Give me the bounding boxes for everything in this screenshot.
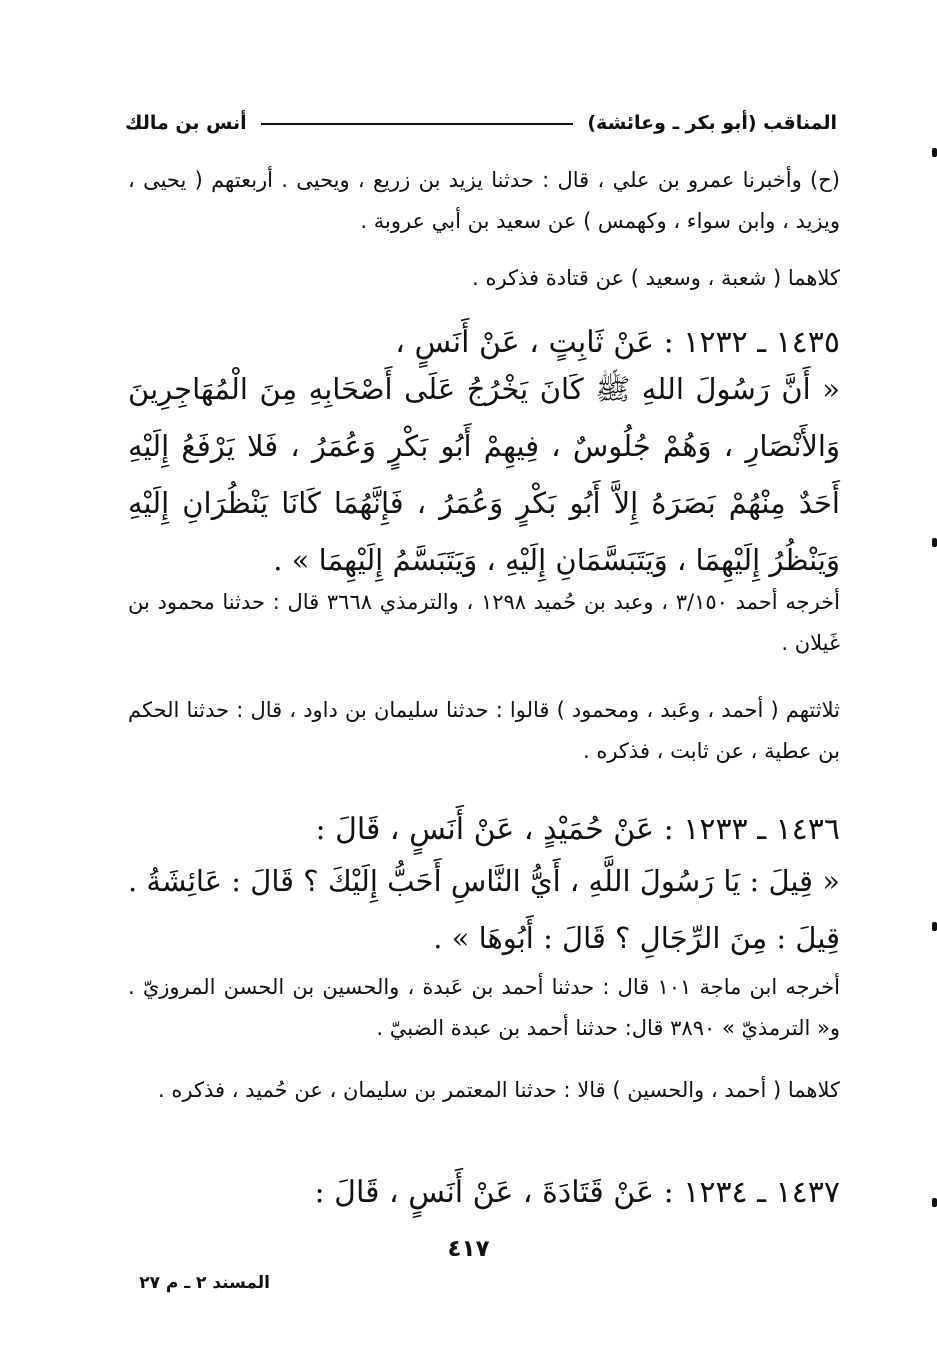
margin-mark <box>932 1198 937 1207</box>
running-header <box>125 98 837 134</box>
narration-paragraph: ثلاثتهم ( أحمد ، وعَبد ، ومحمود ) قالوا : حدثنا سليمان بن داود ، قال : حدثنا الحكم بن عطية ، عن ثابت ، فذكره . <box>128 698 840 763</box>
margin-mark <box>932 922 937 931</box>
page-number: ٤١٧ <box>447 1236 490 1262</box>
hadith-text: « أَنَّ رَسُولَ اللهِ ﷺ كَانَ يَخْرُجُ عَلَى أَصْحَابِهِ مِنَ الْمُهَاجِرِينَ وَالأَنْصَارِ ، وَهُمْ جُلُوسٌ ، فِيهِمْ أَبُو بَكْرٍ وَعُمَرُ ، فَلا يَرْفَعُ إِلَيْهِ أَحَدٌ مِنْهُمْ بَصَرَهُ إِلاَّ أَبُو بَكْرٍ وَعُمَرُ ، فَإِنَّهُمَا كَانَا يَنْظُرَانِ إِلَيْهِ وَيَنْظُرُ إِلَيْهِمَا ، وَيَتَبَسَّمَانِ إِلَيْهِ ، وَيَتَبَسَّمُ إِلَيْهِمَا » . <box>128 372 840 577</box>
narration-paragraph: كلاهما ( شعبة ، وسعيد ) عن قتادة فذكره . <box>472 266 840 290</box>
printer-signature: المسند ٢ ـ م ٢٧ <box>139 1273 270 1293</box>
hadith-number-1435: ١٤٣٥ ـ ١٢٣٢ : عَنْ ثَابِتٍ ، عَنْ أَنَسٍ ، <box>395 325 840 360</box>
header-rule <box>261 123 574 125</box>
header-chapter-title: المناقب (أبو بكر ـ وعائشة) <box>587 112 837 134</box>
narration-paragraph: كلاهما ( أحمد ، والحسين ) قالا : حدثنا المعتمر بن سليمان ، عن حُميد ، فذكره . <box>158 1078 840 1102</box>
narration-paragraph: (ح) وأخبرنا عمرو بن علي ، قال : حدثنا يزيد بن زريع ، ويحيى . أربعتهم ( يحيى ، ويزيد ، وابن سواء ، وكهمس ) عن سعيد بن أبي عروبة . <box>128 168 840 233</box>
hadith-text: « قِيلَ : يَا رَسُولَ اللَّهِ ، أَيُّ النَّاسِ أَحَبُّ إِلَيْكَ ؟ قَالَ : عَائِشَةُ . قِيلَ : مِنَ الرِّجَالِ ؟ قَالَ : أَبُوهَا » . <box>128 864 840 955</box>
takhrij-paragraph: أخرجه ابن ماجة ١٠١ قال : حدثنا أحمد بن عَبدة ، والحسين بن الحسن المروزيّ . و« الترمذيّ » ٣٨٩٠ قال: حدثنا أحمد بن عبدة الضبيّ . <box>128 975 840 1040</box>
hadith-number-1436: ١٤٣٦ ـ ١٢٣٣ : عَنْ حُمَيْدٍ ، عَنْ أَنَسٍ ، قَالَ : <box>315 812 840 847</box>
margin-mark <box>932 148 937 157</box>
margin-mark <box>932 538 937 547</box>
hadith-number-1437: ١٤٣٧ ـ ١٢٣٤ : عَنْ قَتَادَةَ ، عَنْ أَنَسٍ ، قَالَ : <box>314 1175 840 1210</box>
takhrij-paragraph: أخرجه أحمد ٣/١٥٠ ، وعبد بن حُميد ١٢٩٨ ، والترمذي ٣٦٦٨ قال : حدثنا محمود بن غَيلان . <box>128 590 840 655</box>
header-section-title: أنس بن مالك <box>125 112 247 134</box>
